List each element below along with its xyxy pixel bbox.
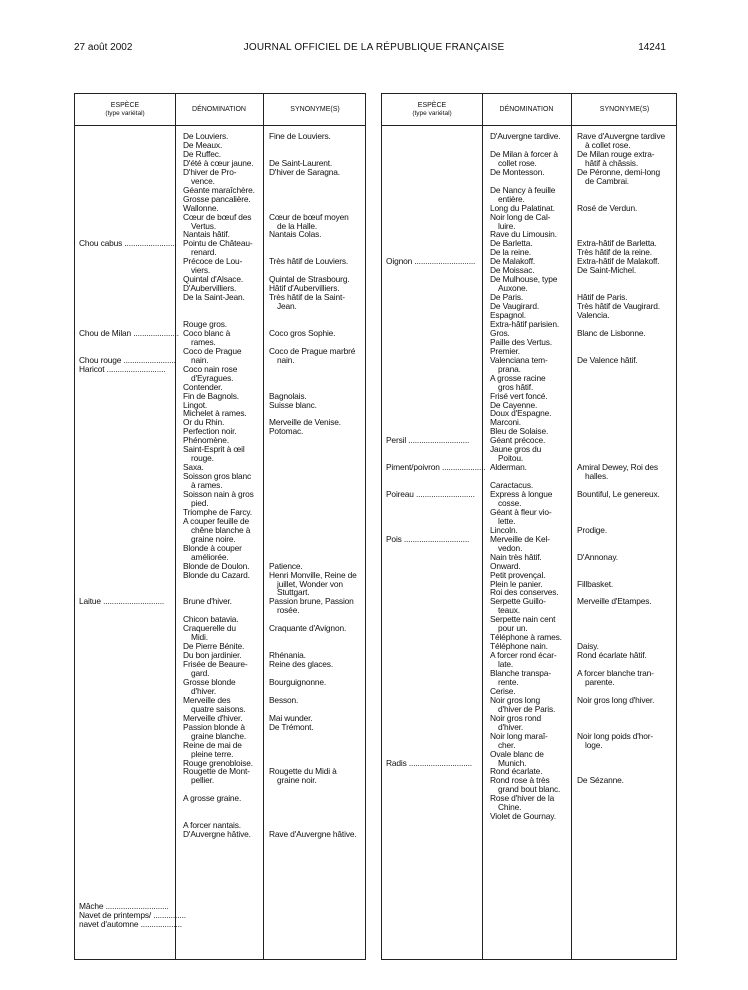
denomination-entry: Merveille d'hiver.	[183, 712, 243, 723]
species-label: navet d'automne ...................	[79, 918, 182, 929]
denomination-entry: De la reine.	[490, 247, 532, 258]
denomination-entry: Cœur de bœuf des Vertus.	[183, 211, 252, 231]
denomination-entry: Jaune gros du Poitou.	[490, 444, 542, 464]
denomination-entry: Noir long de Cal- luire.	[490, 211, 551, 231]
synonym-entry: Henri Monville, Reine de juillet, Wonder von Stuttgart.	[269, 569, 357, 598]
synonym-entry: Hâtif de Paris.	[577, 292, 628, 303]
synonym-entry: Blanc de Lisbonne.	[577, 327, 646, 338]
synonym-entry: Très hâtif de la Saint- Jean.	[269, 292, 345, 312]
denomination-entry: Michelet à rames.	[183, 408, 247, 419]
synonym-entry: Fillbasket.	[577, 578, 614, 589]
synonym-entry: Rave d'Auvergne tardive à collet rose.	[577, 131, 666, 150]
denomination-entry: Rave du Limousin.	[490, 229, 557, 240]
denomination-entry: Nantais hâtif.	[183, 229, 230, 240]
synonym-entry: Merveille de Venise.	[269, 417, 341, 428]
col-header-species: ESPÈCE (type variétal)	[412, 101, 452, 117]
denomination-entry: D'Auvergne hâtive.	[183, 829, 251, 840]
denomination-entry: Téléphone à rames.	[490, 632, 562, 643]
denomination-entry: Ovale blanc de Munich.	[490, 748, 544, 768]
synonym-entry: Passion brune, Passion rosée.	[269, 596, 354, 616]
denomination-entry: Rond écarlate.	[490, 766, 543, 777]
denomination-entry: Rose d'hiver de la Chine.	[490, 793, 555, 813]
synonym-entry: Rougette du Midi à graine noir.	[269, 766, 337, 786]
denomination-entry: Pointu de Château- renard.	[183, 238, 253, 258]
denomination-entry: Express à longue cosse.	[490, 489, 553, 508]
species-label: Navet de printemps/ ...............	[79, 909, 186, 920]
column-divider	[482, 94, 483, 959]
synonym-entry: De Milan rouge extra- hâtif à châssis.	[577, 148, 655, 168]
synonym-entry: De Saint-Michel.	[577, 265, 637, 276]
denomination-entry: Doux d'Espagne.	[490, 408, 552, 419]
synonym-entry: Potomac.	[269, 426, 304, 437]
denomination-entry: Caractacus.	[490, 480, 534, 491]
synonym-entry: Quintal de Strasbourg.	[269, 274, 350, 285]
synonym-entry: Très hâtif de Louviers.	[269, 256, 349, 267]
denomination-entry: Or du Rhin.	[183, 417, 225, 428]
denomination-entry: Soisson nain à gros pied.	[183, 489, 254, 508]
denomination-entry: Espagnol.	[490, 310, 526, 320]
synonym-entry: Craquante d'Avignon.	[269, 623, 347, 634]
synonym-entry: Rave d'Auvergne hâtive.	[269, 829, 357, 840]
synonym-entry: Très hâtif de la reine.	[577, 247, 652, 258]
column-divider	[571, 94, 572, 959]
denomination-entry: Paille des Vertus.	[490, 336, 553, 347]
denomination-entry: Reine de mai de pleine terre.	[183, 739, 242, 759]
synonym-entry: Mai wunder.	[269, 712, 313, 723]
synonym-entry: Extra-hâtif de Barletta.	[577, 238, 657, 249]
denomination-entry: Fin de Bagnols.	[183, 390, 239, 401]
header-date: 27 août 2002	[74, 42, 133, 53]
denomination-entry: Quintal d'Alsace.	[183, 274, 244, 285]
denomination-entry: Téléphone nain.	[490, 641, 548, 652]
synonym-entry: Daisy.	[577, 641, 599, 652]
synonym-entry: Suisse blanc.	[269, 399, 317, 410]
synonym-entry: Prodige.	[577, 524, 607, 535]
denomination-entry: Serpette Guillo- teaux.	[490, 596, 546, 616]
species-label: Mâche .............................	[79, 900, 169, 911]
synonym-entry: Cœur de bœuf moyen de la Halle.	[269, 211, 349, 231]
species-label: Piment/poivron ....................	[386, 462, 486, 473]
synonym-entry: Rosé de Verdun.	[577, 202, 638, 213]
col-header-denomination: DÉNOMINATION	[192, 105, 246, 113]
denomination-entry: Saint-Esprit à œil rouge.	[183, 444, 245, 464]
synonym-entry: D'Annonay.	[577, 551, 618, 562]
synonym-entry: De Sézanne.	[577, 775, 624, 786]
denomination-entry: Blonde à couper améliorée.	[183, 542, 242, 562]
synonym-entry: De Trémont.	[269, 721, 314, 732]
synonym-entry: Bourguignonne.	[269, 676, 327, 687]
synonym-entry: Noir gros long d'hiver.	[577, 694, 655, 705]
denomination-entry: A couper feuille de chêne blanche à graine noire.	[183, 515, 251, 544]
denomination-entry: Onward.	[490, 560, 521, 571]
denomination-entry: Rouge gros.	[183, 318, 227, 329]
synonym-entry: Hâtif d'Aubervilliers.	[269, 283, 340, 294]
header-title: JOURNAL OFFICIEL DE LA RÉPUBLIQUE FRANÇAISE	[243, 42, 505, 53]
synonym-entry: Extra-hâtif de Malakoff.	[577, 256, 660, 267]
denomination-entry: Passion blonde à graine blanche.	[183, 721, 247, 741]
denomination-entry: Coco de Prague nain.	[183, 345, 242, 365]
species-label: Haricot ...........................	[79, 363, 166, 374]
denomination-entry: Blanche transpa- rente.	[490, 668, 551, 687]
denomination-entry: De Milan à forcer à collet rose.	[490, 148, 558, 168]
species-label: Pois ..............................	[386, 533, 470, 544]
synonym-entry: Amiral Dewey, Roi des halles.	[577, 462, 658, 482]
denomination-entry: Extra-hâtif parisien.	[490, 318, 559, 329]
denomination-entry: Valenciana tem- prana.	[490, 354, 548, 374]
denomination-entry: Géante maraîchère.	[183, 184, 255, 195]
denomination-entry: D'Aubervilliers.	[183, 283, 237, 294]
synonym-entry: Valencia.	[577, 310, 610, 320]
denomination-entry: Rouge grenobloise.	[183, 757, 253, 768]
denomination-entry: Gros.	[490, 327, 510, 338]
denomination-entry: Coco blanc à rames.	[183, 327, 231, 347]
col-header-synonyms: SYNONYME(S)	[599, 105, 650, 113]
denomination-entry: Long du Palatinat.	[490, 202, 555, 213]
denomination-entry: D'Auvergne tardive.	[490, 131, 561, 141]
species-label: Laitue ............................	[79, 596, 165, 607]
denomination-entry: Du bon jardinier.	[183, 650, 242, 661]
synonym-entry: Reine des glaces.	[269, 659, 334, 670]
species-label: Oignon ............................	[386, 256, 476, 267]
synonym-entry: Rond écarlate hâtif.	[577, 650, 647, 661]
denomination-entry: Roi des conserves.	[490, 587, 559, 598]
denomination-entry: Marconi.	[490, 417, 521, 428]
denomination-entry: Saxa.	[183, 462, 204, 473]
denomination-entry: Alderman.	[490, 462, 527, 473]
synonym-entry: Rhénania.	[269, 650, 306, 661]
col-header-denomination: DÉNOMINATION	[499, 105, 554, 113]
denomination-entry: Triomphe de Farcy.	[183, 506, 252, 517]
header-page-number: 14241	[638, 42, 666, 53]
denomination-entry: Noir gros long d'hiver de Paris.	[490, 694, 556, 714]
denomination-entry: Noir gros rond d'hiver.	[490, 712, 541, 732]
synonym-entry: Bountiful, Le genereux.	[577, 489, 660, 499]
synonym-entry: Coco de Prague marbré nain.	[269, 345, 356, 365]
denomination-entry: A grosse graine.	[183, 793, 242, 804]
denomination-entry: De Barletta.	[490, 238, 533, 249]
denomination-entry: Craquerelle du Midi.	[183, 623, 236, 643]
denomination-entry: Rond rose à très grand bout blanc.	[490, 775, 561, 795]
denomination-entry: Coco nain rose d'Eyragues.	[183, 363, 238, 383]
denomination-entry: Grosse pancalière.	[183, 193, 251, 204]
denomination-entry: D'hiver de Pro- vence.	[183, 166, 237, 186]
denomination-entry: De Montesson.	[490, 166, 545, 177]
denomination-entry: Soisson gros blanc à rames.	[183, 471, 252, 491]
species-label: Radis .............................	[386, 757, 472, 768]
denomination-entry: Géant à fleur vio- lette.	[490, 506, 552, 526]
synonym-entry: Nantais Colas.	[269, 229, 322, 240]
denomination-entry: De Mulhouse, type Auxone.	[490, 274, 558, 294]
variety-table-right	[381, 93, 677, 960]
denomination-entry: Serpette nain cent pour un.	[490, 614, 556, 634]
denomination-entry: De Ruffec.	[183, 148, 221, 159]
denomination-entry: De Cayenne.	[490, 399, 538, 410]
denomination-entry: Bleu de Solaise.	[490, 426, 549, 437]
synonym-entry: Très hâtif de Vaugirard.	[577, 301, 660, 312]
denomination-entry: De la Saint-Jean.	[183, 292, 245, 303]
synonym-entry: De Saint-Laurent.	[269, 157, 333, 168]
synonym-entry: Besson.	[269, 694, 299, 705]
denomination-entry: Blonde de Doulon.	[183, 560, 250, 571]
denomination-entry: Cerise.	[490, 685, 516, 696]
denomination-entry: Violet de Gournay.	[490, 811, 556, 822]
denomination-entry: Lincoln.	[490, 524, 518, 535]
denomination-entry: Géant précoce.	[490, 435, 546, 446]
denomination-entry: Premier.	[490, 345, 520, 356]
column-divider	[263, 94, 264, 959]
denomination-entry: De Nancy à feuille entière.	[490, 184, 556, 204]
denomination-entry: A forcer nantais.	[183, 820, 241, 831]
synonym-entry: De Péronne, demi-long de Cambrai.	[577, 166, 660, 186]
species-label: Chou rouge ........................	[79, 354, 176, 365]
denomination-entry: Wallonne.	[183, 202, 219, 213]
synonym-entry: Merveille d'Etampes.	[577, 596, 652, 607]
denomination-entry: D'été à cœur jaune.	[183, 157, 254, 168]
denomination-entry: De Paris.	[490, 292, 524, 303]
denomination-entry: Précoce de Lou- viers.	[183, 256, 243, 276]
denomination-entry: Frisé vert foncé.	[490, 390, 548, 401]
synonym-entry: A forcer blanche tran- parente.	[577, 668, 654, 687]
denomination-entry: Nain très hâtif.	[490, 551, 542, 562]
denomination-entry: Grosse blonde d'hiver.	[183, 676, 236, 696]
denomination-entry: Petit provençal.	[490, 569, 546, 580]
variety-table-left	[74, 93, 366, 960]
denomination-entry: A forcer rond écar- late.	[490, 650, 557, 670]
denomination-entry: Plein le panier.	[490, 578, 543, 589]
denomination-entry: De Meaux.	[183, 139, 223, 150]
denomination-entry: Merveille de Kel- vedon.	[490, 533, 550, 553]
denomination-entry: Noir long maraî- cher.	[490, 730, 548, 750]
denomination-entry: Frisée de Beaure- gard.	[183, 659, 248, 678]
synonym-entry: Fine de Louviers.	[269, 131, 331, 141]
denomination-entry: Lingot.	[183, 399, 208, 410]
synonym-entry: De Valence hâtif.	[577, 354, 638, 365]
synonym-entry: Patience.	[269, 560, 303, 571]
denomination-entry: Phénomène.	[183, 435, 229, 446]
denomination-entry: Merveille des quatre saisons.	[183, 694, 246, 714]
species-label: Chou cabus ........................	[79, 238, 177, 249]
denomination-entry: Blonde du Cazard.	[183, 569, 250, 580]
denomination-entry: De Louviers.	[183, 131, 229, 141]
denomination-entry: De Malakoff.	[490, 256, 536, 267]
denomination-entry: Perfection noir.	[183, 426, 237, 437]
column-divider	[175, 94, 176, 959]
col-header-synonyms: SYNONYME(S)	[290, 105, 340, 113]
species-label: Chou de Milan .....................	[79, 327, 179, 338]
denomination-entry: De Vaugirard.	[490, 301, 540, 312]
denomination-entry: De Pierre Bénite.	[183, 641, 245, 652]
synonym-entry: Bagnolais.	[269, 390, 307, 401]
denomination-entry: Chicon batavia.	[183, 614, 239, 625]
denomination-entry: A grosse racine gros hâtif.	[490, 372, 546, 392]
species-label: Poireau ...........................	[386, 489, 475, 499]
species-label: Persil ............................	[386, 435, 470, 446]
synonym-entry: Coco gros Sophie.	[269, 327, 336, 338]
denomination-entry: Rougette de Mont- pellier.	[183, 766, 250, 786]
denomination-entry: Contender.	[183, 381, 223, 392]
col-header-species: ESPÈCE (type variétal)	[105, 101, 145, 117]
synonym-entry: D'hiver de Saragna.	[269, 166, 340, 177]
denomination-entry: Brune d'hiver.	[183, 596, 232, 607]
synonym-entry: Noir long poids d'hor- loge.	[577, 730, 654, 750]
denomination-entry: De Moissac.	[490, 265, 535, 276]
